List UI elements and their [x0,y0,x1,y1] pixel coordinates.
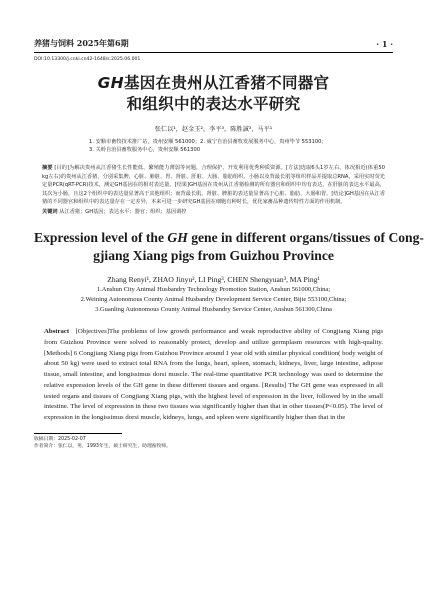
english-affiliations [34,285,393,314]
doi-line: DOI:10.13300/j.cnki.cn42-1648/s.2025.06.001 [34,57,141,62]
chinese-title [34,73,393,115]
running-header [34,0,393,49]
header-rule [34,52,393,53]
english-authors: Zhang Renyi¹, ZHAO Jinyu², LI Ping³, CHEN Shengyuan³, MA Ping¹ [107,274,320,284]
chinese-title-line-1: GH基因在贵州从江香猪不同器官 [97,74,330,92]
footnote-rule [34,433,122,434]
footnote [34,436,393,451]
chinese-abstract [42,164,385,207]
english-title-line-1: Expression level of the GH gene in different organs/tissues of Cong- [34,229,424,245]
chinese-keywords [42,208,385,215]
affiliation-line: 1. 安顺市畜牧技术推广站，贵州安顺 561000；2. 威宁自治县畜牧发展服务中心，贵州毕节 553100； [89,139,327,145]
affiliation-line: 2.Weining Autonomous County Animal Husbandry Development Service Center, Bijie 553100,China; [80,295,347,303]
author-bio: 作者简介：张仁以，男，1993年生，硕士研究生，助理畜牧师。 [34,444,171,450]
chinese-authors: 张仁以¹，赵金玉²，李平³，陈胜誠³，马平¹ [154,126,273,133]
received-date: 收稿日期：2025-02-07 [34,436,86,442]
abstract-label: Abstract [44,328,70,336]
abstract-label: 摘要 [42,165,53,171]
affiliation-line: 3. 关岭自治县畜牧服务中心，贵州安顺 561300 [89,147,201,153]
affiliation-line: 3.Guanling Autonomous County Animal Husbandry Service Center, Anshun 561300,China [95,305,332,313]
keywords-text: 从江香猪；GH基因；表达水平；器官；组织；基因调控 [59,208,187,215]
affiliation-line: 1.Anshun City Animal Husbandry Technology Promotion Station, Anshun 561000,China; [96,285,331,293]
abstract-text: [目的]为解决贵州从江香猪生长性能低、繁殖能力薄弱等问题，合理保护、开发利用优秀种质资源。[方法]选取6头1岁左右、体况相近(体重50 kg左右)的贵州从江香猪，分别采集脾、心脏、肺脏、胃、肾脏、肝脏、大肠、脂肪组织、小肠以及背最长肌等组织样品并提取总RNA，采用实时荧光定量PCR(qRT-PCR)技术，测定GH基因在的相对表达量。[结果]GH基因在贵州从江香猪检测的所有器官和组织中均有表达，在肝脏的表达水平最高，其次为小肠，且这2个组织中的表达量显著高于其他组织；而背最长肌、肾脏、脾脏的表达量显著高于心脏、脂肪、大肠和胃。[结论]GH基因在从江香猪的不同器官和组织中的表达量存在一定差异，本来可进一步研究GH基因在细胞有种时长，优化家畜品种遗传特性方面的作用机制。 [42,165,385,206]
keywords-label: 关键词 [42,208,58,215]
abstract-text: [Objectives]The problems of low growth performance and weak reproductive ability of Congjiang Xiang pigs from Guizhou Province were solved to reasonably protect, develop and utilize germplasm resources with high-quality. [Methods] 6 Congjiang Xiang pigs from Guizhou Province around 1 year old with similar physical condition( body weight of about 50 kg) were used to extract total RNA from the lungs, heart, spleen, stomach, kidneys, liver, large intestine, adipose tissue, small intestine, and longissimus dorsi muscle. The real-time quantitative PCR technology was used to determine the relative expression levels of the GH gene in these different tissues and organs. [Results] The GH gene was expressed in all tested organs and tissues of Congjiang Xiang pigs, with the highest level of expression in the liver, followed by in the small intestine. The level of expression in these two tissues was significantly higher than that in other tissues(P<0.05). The level of expression in the longissimus dorsi muscle, kidneys, lungs, and spleen were significantly higher than that in the [44,328,384,421]
english-abstract [44,327,383,423]
page-number: · 1 · [376,39,393,49]
journal-name: 养猪与饲料 2025年第6期 [34,38,129,48]
gene-symbol: GH [167,229,188,245]
english-title [34,229,424,265]
english-title-line-2: gjiang Xiang pigs from Guizhou Province [93,247,334,263]
chinese-affiliations [89,138,393,154]
gene-symbol: GH [97,74,124,92]
chinese-title-line-2: 和组织中的表达水平研究 [126,95,301,113]
